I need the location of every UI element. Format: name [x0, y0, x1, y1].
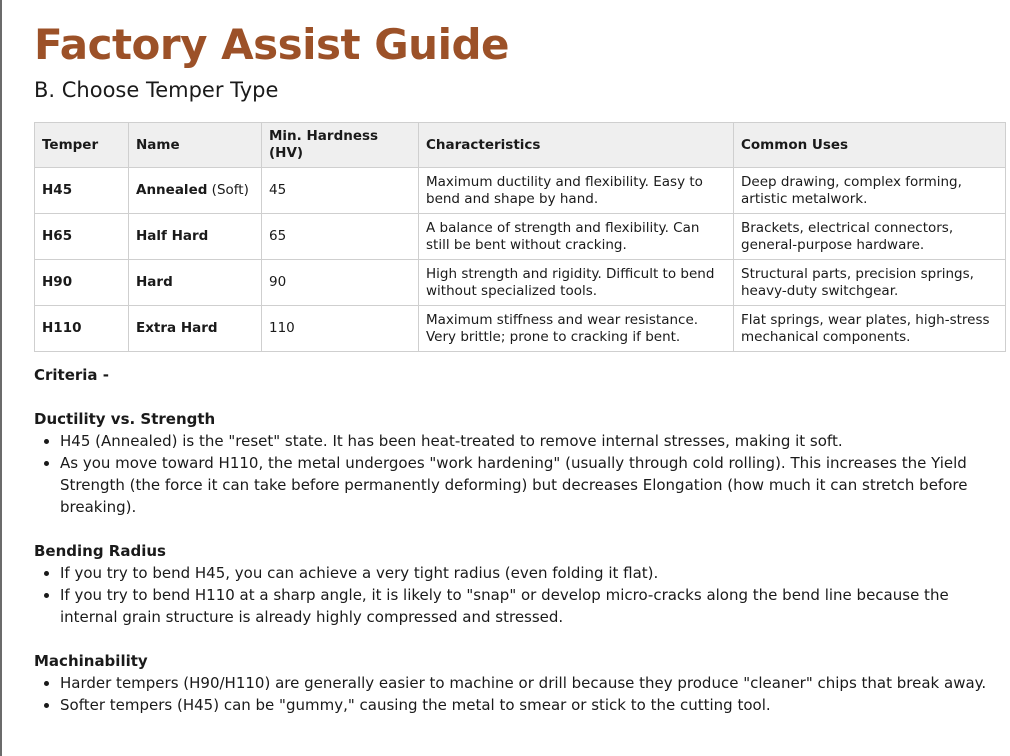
cell-uses: Brackets, electrical connectors, general-purpose hardware. — [734, 214, 1006, 260]
page-title: Factory Assist Guide — [34, 20, 510, 69]
cell-name — [129, 260, 262, 306]
cell-hardness: 110 — [262, 306, 419, 352]
table-header-row — [35, 123, 1006, 168]
bullet-list — [34, 672, 1006, 716]
list-item: • Softer tempers (H45) can be "gummy," causing the metal to smear or stick to the cutting tool. — [60, 694, 1006, 716]
list-item: • If you try to bend H110 at a sharp angle, it is likely to "snap" or develop micro-cracks along the bend line because the internal grain structure is already highly compressed and stressed. — [60, 584, 1006, 628]
table-row — [35, 260, 1006, 306]
table-row — [35, 306, 1006, 352]
cell-hardness: 90 — [262, 260, 419, 306]
header-name: Name — [129, 123, 262, 168]
cell-name — [129, 214, 262, 260]
cell-temper: H110 — [35, 306, 129, 352]
cell-uses: Deep drawing, complex forming, artistic metalwork. — [734, 168, 1006, 214]
cell-uses: Flat springs, wear plates, high-stress mechanical components. — [734, 306, 1006, 352]
cell-name — [129, 306, 262, 352]
table-row — [35, 168, 1006, 214]
header-temper: Temper — [35, 123, 129, 168]
cell-characteristics: A balance of strength and flexibility. Can still be bent without cracking. — [419, 214, 734, 260]
section-heading: Machinability — [34, 652, 148, 670]
section-machinability — [34, 650, 1006, 716]
header-common-uses: Common Uses — [734, 123, 1006, 168]
list-item: • If you try to bend H45, you can achieve a very tight radius (even folding it flat). — [60, 562, 1006, 584]
cell-uses: Structural parts, precision springs, heavy-duty switchgear. — [734, 260, 1006, 306]
document-page — [34, 18, 1006, 716]
name-text: Annealed — [136, 182, 208, 198]
table-row — [35, 214, 1006, 260]
cell-characteristics: High strength and rigidity. Difficult to bend without specialized tools. — [419, 260, 734, 306]
list-item: • H45 (Annealed) is the "reset" state. It has been heat-treated to remove internal stresses, making it soft. — [60, 430, 1006, 452]
cell-temper: H90 — [35, 260, 129, 306]
page-subtitle: B. Choose Temper Type — [34, 78, 279, 102]
cell-hardness: 45 — [262, 168, 419, 214]
name-text: Extra Hard — [136, 320, 218, 336]
header-characteristics: Characteristics — [419, 123, 734, 168]
cell-temper: H45 — [35, 168, 129, 214]
criteria-label: Criteria - — [34, 366, 109, 384]
section-heading: Ductility vs. Strength — [34, 410, 216, 428]
cell-temper: H65 — [35, 214, 129, 260]
list-item: • As you move toward H110, the metal undergoes "work hardening" (usually through cold rolling). This increases the Yield Strength (the force it can take before permanently deforming) but decreases Elongation (how much it can stretch before breaking). — [60, 452, 1006, 518]
section-ductility — [34, 408, 1006, 518]
bullet-list — [34, 430, 1006, 518]
list-item: • Harder tempers (H90/H110) are generally easier to machine or drill because they produce "cleaner" chips that break away. — [60, 672, 1006, 694]
cell-name — [129, 168, 262, 214]
name-text: Half Hard — [136, 228, 209, 244]
left-border — [0, 0, 2, 756]
name-suffix: (Soft) — [207, 182, 249, 198]
cell-hardness: 65 — [262, 214, 419, 260]
bullet-list — [34, 562, 1006, 628]
section-heading: Bending Radius — [34, 542, 166, 560]
cell-characteristics: Maximum ductility and flexibility. Easy to bend and shape by hand. — [419, 168, 734, 214]
section-bending-radius — [34, 540, 1006, 628]
cell-characteristics: Maximum stiffness and wear resistance. Very brittle; prone to cracking if bent. — [419, 306, 734, 352]
header-hardness: Min. Hardness (HV) — [262, 123, 419, 168]
name-text: Hard — [136, 274, 173, 290]
temper-table — [34, 122, 1006, 352]
